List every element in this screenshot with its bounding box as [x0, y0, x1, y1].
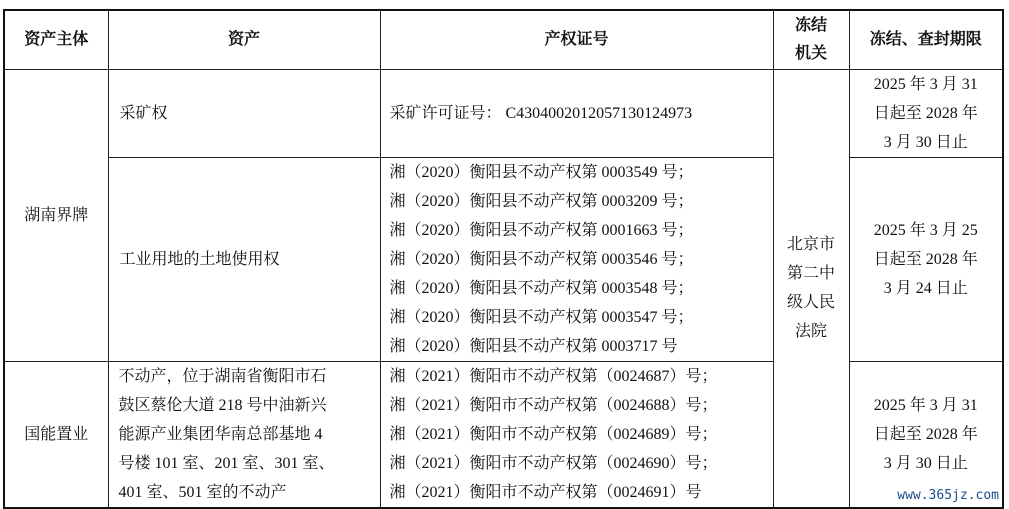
asset-property: [108, 361, 380, 508]
asset-property-line: 号楼 101 室、201 室、301 室、: [118, 454, 335, 472]
cert-property-line: 湘（2021）衡阳市不动产权第（0024689）号；: [389, 425, 718, 443]
header-period: 冻结、查封期限: [849, 10, 1003, 69]
cert-property: [380, 361, 773, 508]
asset-property-line: 能源产业集团华南总部基地 4: [118, 425, 323, 443]
period-mining: [849, 69, 1003, 157]
cert-land-line: 湘（2020）衡阳县不动产权第 0003717 号: [389, 337, 678, 355]
header-authority-line-2: 机关: [794, 44, 827, 62]
cert-land-line: 湘（2020）衡阳县不动产权第 0001663 号；: [389, 221, 694, 239]
cert-land: [380, 157, 773, 361]
period-property-line-1: 2025 年 3 月 31: [873, 396, 978, 414]
entity-hunan: 湖南界牌: [4, 69, 108, 361]
court-cell: [773, 69, 849, 508]
cert-land-line: 湘（2020）衡阳县不动产权第 0003546 号；: [389, 250, 694, 268]
header-cert: 产权证号: [380, 10, 773, 69]
period-mining-line-2: 日起至 2028 年: [873, 104, 978, 122]
period-property-line-3: 3 月 30 日止: [883, 454, 968, 472]
header-authority-line-1: 冻结: [794, 16, 827, 34]
court-line-2: 第二中: [786, 265, 835, 282]
court-line-4: 法院: [794, 323, 827, 340]
cert-land-line: 湘（2020）衡阳县不动产权第 0003549 号；: [389, 163, 694, 181]
cert-property-line: 湘（2021）衡阳市不动产权第（0024690）号；: [389, 454, 718, 472]
period-land-line-1: 2025 年 3 月 25: [873, 221, 978, 239]
cert-land-line: 湘（2020）衡阳县不动产权第 0003209 号；: [389, 192, 694, 210]
table-row-property: [4, 361, 1003, 508]
period-property: [849, 361, 1003, 508]
cert-land-line: 湘（2020）衡阳县不动产权第 0003547 号；: [389, 308, 694, 326]
table-row-land: [4, 157, 1003, 361]
asset-mining: 采矿权: [108, 69, 380, 157]
cert-mining: 采矿许可证号： C4304002012057130124973: [380, 69, 773, 157]
asset-freeze-table: [3, 9, 1004, 509]
table-row-mining: [4, 69, 1003, 157]
entity-guoneng: 国能置业: [4, 361, 108, 508]
period-mining-line-3: 3 月 30 日止: [883, 133, 968, 151]
asset-land: 工业用地的土地使用权: [108, 157, 380, 361]
court-line-3: 级人民: [786, 294, 835, 311]
asset-property-line: 401 室、501 室的不动产: [118, 483, 287, 501]
period-land-line-3: 3 月 24 日止: [883, 279, 968, 297]
header-authority: [773, 10, 849, 69]
asset-property-line: 不动产，位于湖南省衡阳市石: [118, 367, 327, 385]
header-row: [4, 10, 1003, 69]
cert-land-line: 湘（2020）衡阳县不动产权第 0003548 号；: [389, 279, 694, 297]
cert-property-line: 湘（2021）衡阳市不动产权第（0024688）号；: [389, 396, 718, 414]
header-entity: 资产主体: [4, 10, 108, 69]
cert-property-line: 湘（2021）衡阳市不动产权第（0024691）号: [389, 483, 702, 501]
cert-property-line: 湘（2021）衡阳市不动产权第（0024687）号；: [389, 367, 718, 385]
watermark-text: www.365jz.com: [897, 488, 999, 503]
court-line-1: 北京市: [786, 236, 835, 253]
period-land: [849, 157, 1003, 361]
period-property-line-2: 日起至 2028 年: [873, 425, 978, 443]
period-mining-line-1: 2025 年 3 月 31: [873, 75, 978, 93]
header-asset: 资产: [108, 10, 380, 69]
asset-property-line: 鼓区蔡伦大道 218 号中油新兴: [118, 396, 327, 414]
period-land-line-2: 日起至 2028 年: [873, 250, 978, 268]
